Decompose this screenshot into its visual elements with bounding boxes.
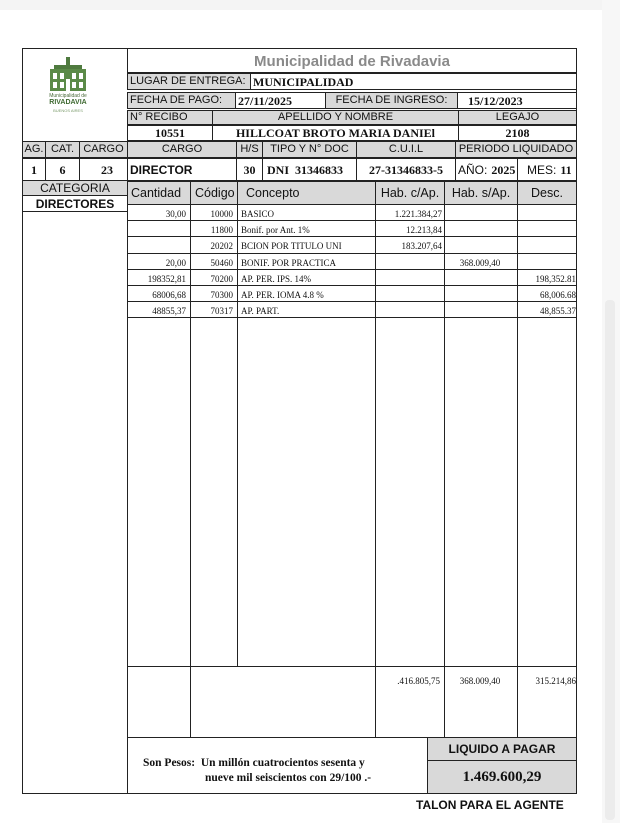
- top-margin: [0, 0, 620, 10]
- fecha-ingreso-value: 15/12/2023: [457, 92, 577, 109]
- cell-codigo: 11800: [210, 225, 233, 236]
- cell-hab-c: 12.213,84: [406, 225, 442, 236]
- logo-subtitle: Municipalidad de: [49, 93, 87, 99]
- cargo-code-value: 23: [79, 158, 128, 181]
- town-hall-icon: [30, 55, 106, 93]
- hs-label: H/S: [236, 141, 263, 158]
- col-cantidad-header: Cantidad: [127, 181, 191, 205]
- fecha-pago-label: FECHA DE PAGO:: [127, 92, 236, 109]
- cell-cantidad: 20,00: [165, 257, 186, 268]
- cell-desc: 68,006.68: [540, 290, 576, 300]
- cell-concepto: AP. PER. IPS. 14%: [241, 273, 312, 284]
- cargo-value: DIRECTOR: [127, 158, 237, 181]
- cell-concepto: AP. PART.: [241, 306, 280, 317]
- nombre-label: APELLIDO Y NOMBRE: [212, 110, 459, 125]
- scrollbar-thumb[interactable]: [605, 300, 615, 820]
- mes-label: MES:: [527, 162, 557, 177]
- nombre-value: HILLCOAT BROTO MARIA DANIEl: [212, 125, 459, 141]
- col-habc-header: Hab. c/Ap.: [375, 181, 445, 205]
- liquido-value: 1.469.600,29: [427, 760, 577, 794]
- mes-field: [517, 158, 577, 181]
- page-title: Municipalidad de Rivadavia: [254, 52, 450, 70]
- cell-desc: 198,352.81: [535, 273, 576, 284]
- doc-label: TIPO Y N° DOC: [262, 141, 357, 158]
- talon-label: TALON PARA EL AGENTE: [416, 798, 564, 812]
- cell-hab-c: 183.207,64: [401, 241, 442, 252]
- ag-value: 1: [22, 158, 46, 181]
- col-desc-header: Desc.: [517, 181, 577, 205]
- cuil-value: 27-31346833-5: [356, 158, 456, 181]
- total-desc: 315.214,86: [535, 676, 576, 686]
- lugar-value: MUNICIPALIDAD: [250, 73, 577, 90]
- liquido-label: LIQUIDO A PAGAR: [427, 737, 577, 761]
- son-pesos-line2: nueve mil seiscientos con 29/100 .-: [205, 772, 372, 784]
- legajo-value: 2108: [458, 125, 577, 141]
- recibo-value: 10551: [127, 125, 213, 141]
- ag-label: AG.: [22, 141, 46, 158]
- cuil-label: C.U.I.L: [356, 141, 456, 158]
- categoria-label: CATEGORIA: [22, 181, 128, 196]
- cat-label: CAT.: [45, 141, 80, 158]
- anio-field: [455, 158, 518, 181]
- cell-cantidad: 198352,81: [147, 273, 186, 284]
- cell-concepto: BONIF. POR PRACTICA: [241, 257, 337, 268]
- cell-concepto: AP. PER. IOMA 4.8 %: [241, 290, 324, 300]
- cell-codigo: 70300: [210, 290, 233, 300]
- cell-cantidad: 68006,68: [152, 290, 186, 300]
- col-codigo-header: Código: [190, 181, 238, 205]
- cat-value: 6: [45, 158, 80, 181]
- cell-codigo: 70200: [210, 273, 233, 284]
- doc-value: DNI 31346833: [262, 158, 357, 181]
- cell-cantidad: 30,00: [165, 209, 186, 219]
- categoria-value: DIRECTORES: [22, 196, 128, 212]
- cell-codigo: 10000: [210, 209, 233, 219]
- cell-codigo: 20202: [210, 241, 233, 252]
- cell-concepto: BASICO: [241, 209, 275, 219]
- total-hab-c: .416.805,75: [397, 676, 440, 686]
- totals-top-line: [127, 666, 577, 667]
- cell-concepto: Bonif. por Ant. 1%: [241, 225, 310, 236]
- col-concepto-header: Concepto: [237, 181, 376, 205]
- cell-hab-c: 1.221.384,27: [394, 209, 442, 219]
- cell-desc: 48,855.37: [540, 306, 576, 317]
- cell-hab-s: 368.009,40: [459, 257, 501, 268]
- mes-value: 11: [560, 162, 572, 177]
- cell-concepto: BCION POR TITULO UNI: [241, 241, 342, 252]
- municipality-logo: [30, 55, 106, 121]
- fecha-ingreso-label: FECHA DE INGRESO:: [325, 92, 458, 109]
- cell-codigo: 70317: [210, 306, 233, 317]
- logo-name: RIVADAVIA: [49, 99, 87, 106]
- son-pesos-text: [130, 756, 426, 786]
- son-pesos-line1: Son Pesos: Un millón cuatrocientos sesenta y: [143, 757, 365, 769]
- hs-value: 30: [236, 158, 263, 181]
- cell-codigo: 50460: [210, 257, 233, 268]
- cargo-code-label: CARGO: [79, 141, 128, 158]
- cell-cantidad: 48855,37: [152, 306, 186, 317]
- lugar-label: LUGAR DE ENTREGA:: [127, 73, 251, 90]
- col-habs-header: Hab. s/Ap.: [444, 181, 518, 205]
- fecha-pago-value: 27/11/2025: [235, 92, 326, 109]
- periodo-label: PERIODO LIQUIDADO: [455, 141, 577, 158]
- anio-label: AÑO:: [458, 162, 488, 177]
- cargo-label: CARGO: [127, 141, 237, 158]
- recibo-label: N° RECIBO: [127, 110, 213, 125]
- anio-value: 2025: [491, 162, 516, 177]
- logo-tagline: BUENOS AIRES: [53, 108, 83, 113]
- total-hab-s: 368.009,40: [459, 676, 501, 686]
- legajo-label: LEGAJO: [458, 110, 577, 125]
